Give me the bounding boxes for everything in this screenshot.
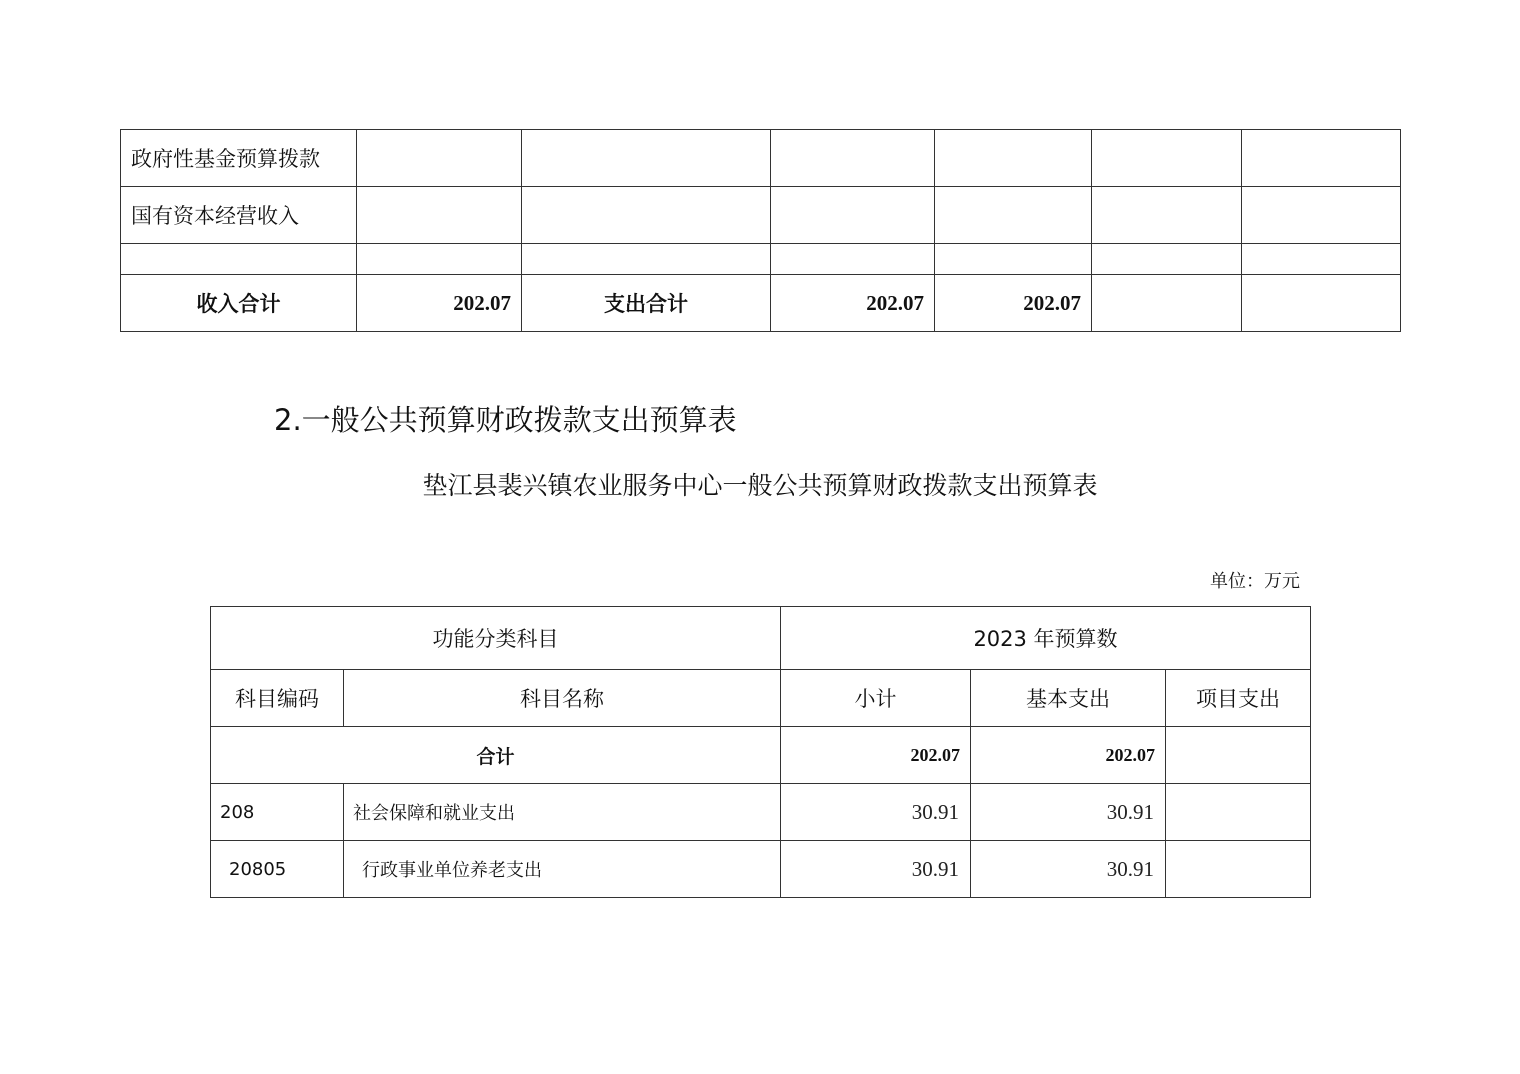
section-heading: 2.一般公共预算财政拨款支出预算表 (274, 403, 737, 437)
header-row (211, 607, 1311, 670)
total-project (1166, 727, 1311, 784)
functional-category-header: 功能分类科目 (211, 607, 781, 670)
code-header: 科目编码 (211, 670, 344, 727)
row-label: 政府性基金预算拨款 (121, 130, 357, 187)
subject-code: 20805 (211, 841, 344, 898)
project-value (1166, 784, 1311, 841)
name-header: 科目名称 (344, 670, 781, 727)
row-label (121, 244, 357, 275)
unit-label: 单位：万元 (1210, 571, 1300, 592)
project-value (1166, 841, 1311, 898)
subtotal-value: 30.91 (781, 841, 971, 898)
subtotal-header: 小计 (781, 670, 971, 727)
income-total-value: 202.07 (357, 275, 522, 332)
income-total-label: 收入合计 (121, 275, 357, 332)
total-subtotal: 202.07 (781, 727, 971, 784)
subject-name: 社会保障和就业支出 (344, 784, 781, 841)
total-label: 合计 (211, 727, 781, 784)
total-row (211, 727, 1311, 784)
subject-name: 行政事业单位养老支出 (344, 841, 781, 898)
basic-value: 30.91 (971, 784, 1166, 841)
totals-row (121, 275, 1401, 332)
table-row (121, 130, 1401, 187)
general-budget-expense-table (210, 606, 1311, 898)
table-title: 垫江县裴兴镇农业服务中心一般公共预算财政拨款支出预算表 (422, 471, 1098, 500)
basic-value: 30.91 (971, 841, 1166, 898)
table-row (211, 784, 1311, 841)
income-expense-summary-table (120, 129, 1401, 332)
subject-code: 208 (211, 784, 344, 841)
subtotal-value: 30.91 (781, 784, 971, 841)
basic-expense-header: 基本支出 (971, 670, 1166, 727)
table-row (121, 187, 1401, 244)
budget-year-header: 2023 年预算数 (781, 607, 1311, 670)
header-row (211, 670, 1311, 727)
table-row (121, 244, 1401, 275)
row-label: 国有资本经营收入 (121, 187, 357, 244)
expense-total-value: 202.07 (771, 275, 935, 332)
total-basic: 202.07 (971, 727, 1166, 784)
expense-total-label: 支出合计 (522, 275, 771, 332)
expense-total-value-2: 202.07 (935, 275, 1092, 332)
table-row (211, 841, 1311, 898)
project-expense-header: 项目支出 (1166, 670, 1311, 727)
